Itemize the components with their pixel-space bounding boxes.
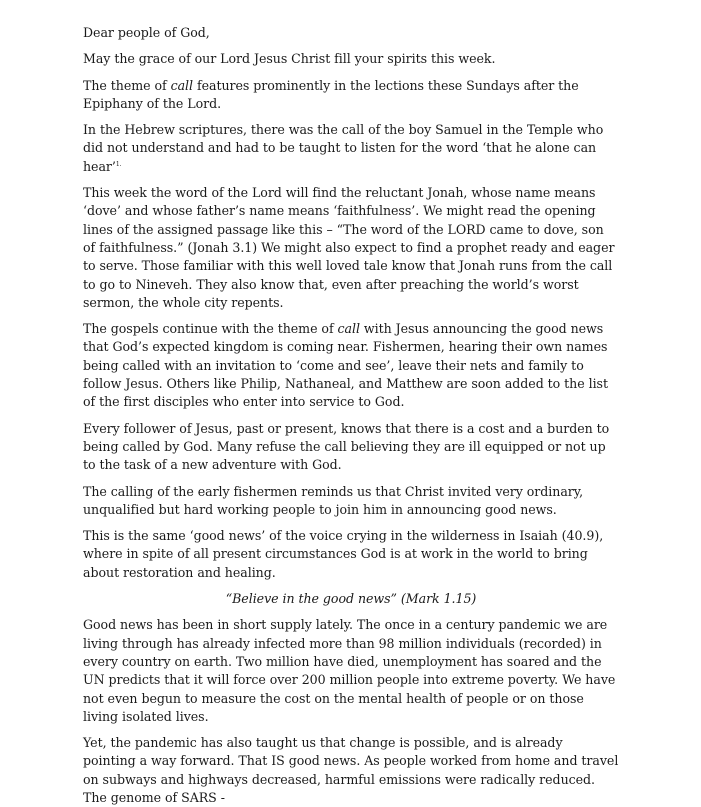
scripture-quote: “Believe in the good news” (Mark 1.15) bbox=[225, 591, 477, 607]
gospels-text-after: with Jesus announcing the good news that God’s expected kingdom is coming near. Fishermen, hearing their own names being called with an invitation to ‘come and see’, leave their nets and family to follow Jesus. Others like Philip, Nathaneal, and Matthew are soon added to the list of the first disciples who enter into service to God. bbox=[83, 321, 608, 410]
paragraph-fishermen: The calling of the early fishermen reminds us that Christ invited very ordinary, unqualified but hard working people to join him in announcing good news. bbox=[83, 483, 584, 517]
paragraph-jonah: This week the word of the Lord will find the reluctant Jonah, whose name means ‘dove’ and whose father’s name means ‘faithfulness’. We might read the opening lines of the assigned passage like this – “The word of the LORD came to dove, son of faithfulness.” (Jonah 3.1) We might also expect to find a prophet ready and eager to serve. Those familiar with this well loved tale know that Jonah runs from the call to go to Nineveh. They also know that, even after preaching the world’s worst sermon, the whole city repents. bbox=[83, 185, 615, 310]
greeting: Dear people of God, bbox=[83, 25, 210, 40]
paragraph-gospels bbox=[83, 320, 619, 411]
theme-text-after: features prominently in the lections these Sundays after the Epiphany of the Lord. bbox=[83, 77, 579, 111]
footnote-marker: 1. bbox=[115, 160, 122, 168]
paragraph-cost: Every follower of Jesus, past or present, knows that there is a cost and a burden to being called by God. Many refuse the call believing they are ill equipped or not up to the task of a new adventure with God. bbox=[83, 420, 610, 473]
theme-text-before: The theme of bbox=[83, 77, 171, 93]
paragraph-isaiah: This is the same ‘good news’ of the voice crying in the wilderness in Isaiah (40.9), where in spite of all present circumstances God is at work in the world to bring about restoration and healing. bbox=[83, 528, 604, 580]
paragraph-pandemic: Good news has been in short supply lately. The once in a century pandemic we are living through has already infected more than 98 million individuals (recorded) in every country on earth. Two million have died, unemployment has soared and the UN predicts that it will force over 200 million people into extreme poverty. We have not even begun to measure the cost on the mental health of people or on those living isolated lives. bbox=[83, 617, 616, 724]
samuel-text: In the Hebrew scriptures, there was the call of the boy Samuel in the Temple who did not understand and had to be taught to listen for the word ‘that he alone can hear’ bbox=[83, 122, 604, 174]
gospels-emphasis: call bbox=[337, 321, 360, 337]
gospels-text-before: The gospels continue with the theme of bbox=[83, 321, 338, 337]
paragraph-theme bbox=[83, 77, 619, 114]
paragraph-change: Yet, the pandemic has also taught us that change is possible, and is already pointing a way forward. That IS good news. As people worked from home and travel on subways and highways decreased, harmful emissions were radically reduced. The genome of SARS - bbox=[83, 735, 619, 805]
blessing: May the grace of our Lord Jesus Christ fill your spirits this week. bbox=[83, 51, 496, 67]
theme-emphasis: call bbox=[170, 77, 194, 93]
paragraph-samuel bbox=[83, 121, 619, 176]
